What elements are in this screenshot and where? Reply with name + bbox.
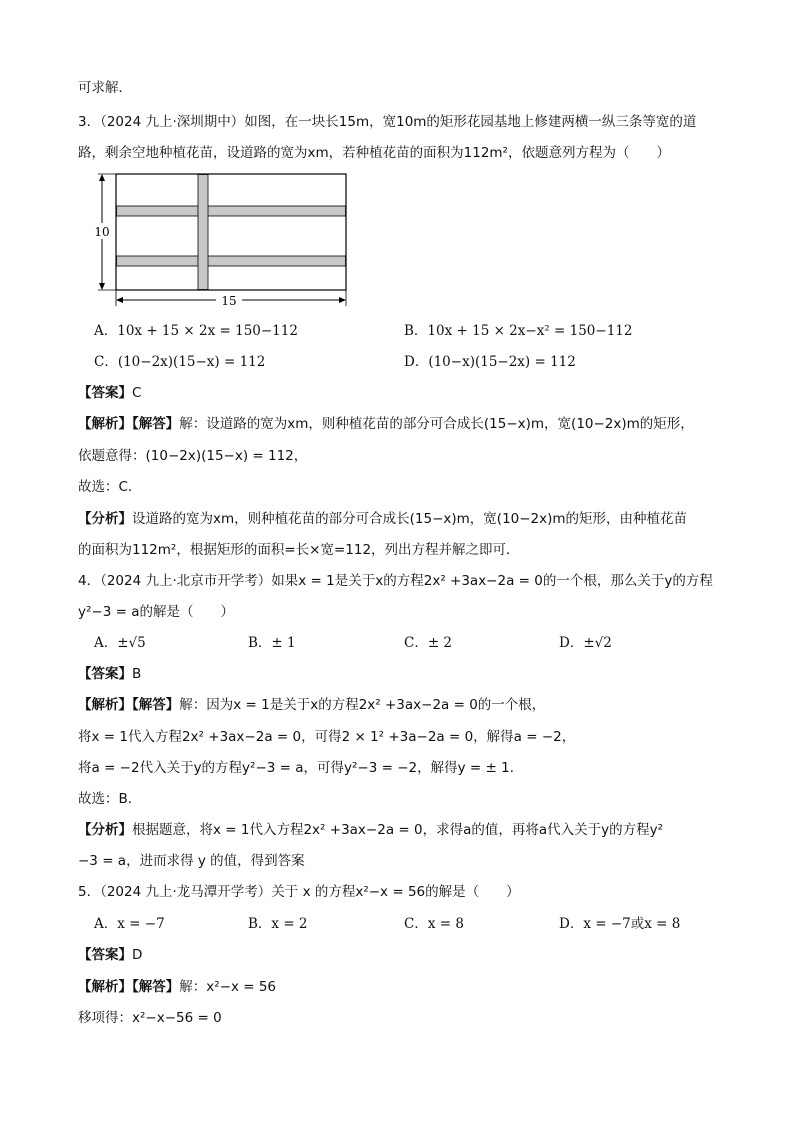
- q4-solution-line3: 将a = −2代入关于y的方程y²−3 = a，可得y²−3 = −2，解得y = ± 1．: [78, 760, 524, 776]
- q4-option-b: B．± 1: [248, 635, 296, 651]
- q4-option-c: C．± 2: [404, 635, 453, 651]
- q4-solution-line4: 故选：B．: [78, 791, 142, 807]
- q4-analysis-line2: −3 = a，进而求得 y 的值，得到答案: [78, 853, 305, 869]
- analysis-text: 设道路的宽为xm，则种植花苗的部分可合成长(15−x)m，宽(10−2x)m的矩形，由种植花苗: [132, 511, 688, 527]
- width-label: 15: [221, 294, 237, 308]
- question-4-stem-cont: y²−3 = a的解是（ ）: [78, 604, 234, 620]
- garden-figure: [90, 168, 360, 308]
- analysis-tag: 【分析】: [78, 511, 132, 527]
- question-3-stem: 3．（2024 九上·深圳期中）如图，在一块长15m，宽10m的矩形花园基地上修建两横一纵三条等宽的道: [78, 114, 697, 130]
- answer-value: D: [132, 947, 143, 963]
- answer-tag: 【答案】: [78, 385, 132, 401]
- road-cross-1: [199, 207, 208, 216]
- road-cross-2: [199, 257, 208, 266]
- q5-option-b: B．x = 2: [248, 916, 308, 932]
- q3-option-a: A．10x + 15 × 2x = 150−112: [94, 323, 298, 339]
- answer-value: B: [132, 666, 142, 682]
- q3-option-d: D．(10−x)(15−2x) = 112: [404, 354, 576, 370]
- question-5-stem: 5．（2024 九上·龙马潭开学考）关于 x 的方程x²−x = 56的解是（ ）: [78, 884, 520, 900]
- height-arrow-top: [99, 174, 105, 181]
- q4-option-a: A．±√5: [94, 635, 146, 651]
- q3-solution-line3: 故选：C．: [78, 479, 142, 495]
- q3-analysis-line2: 的面积为112m²，根据矩形的面积=长×宽=112，列出方程并解之即可．: [78, 542, 520, 558]
- height-arrow-bottom: [99, 283, 105, 290]
- q5-option-d: D．x = −7或x = 8: [559, 916, 681, 932]
- q5-option-c: C．x = 8: [404, 916, 464, 932]
- width-arrow-right: [339, 297, 346, 303]
- q3-option-b: B．10x + 15 × 2x−x² = 150−112: [404, 323, 633, 339]
- q4-solution-line2: 将x = 1代入方程2x² +3ax−2a = 0，可得2 × 1² +3a−2a = 0，解得a = −2，: [78, 729, 576, 745]
- width-arrow-left: [116, 297, 123, 303]
- q5-answer: [78, 945, 142, 965]
- q4-option-d: D．±√2: [559, 635, 612, 651]
- garden-rect: [116, 174, 346, 290]
- text-line: 可求解．: [78, 80, 132, 96]
- answer-value: C: [132, 385, 142, 401]
- q3-answer: [78, 383, 141, 403]
- question-4-stem: 4．（2024 九上·北京市开学考）如果x = 1是关于x的方程2x² +3ax−2a = 0的一个根，那么关于y的方程: [78, 573, 713, 589]
- solution-text: 解：因为x = 1是关于x的方程2x² +3ax−2a = 0的一个根，: [179, 697, 546, 713]
- road-horizontal-2: [117, 256, 346, 266]
- solution-tag: 【解析】【解答】: [78, 416, 180, 432]
- q5-option-a: A．x = −7: [94, 916, 165, 932]
- q4-solution: [78, 695, 545, 715]
- analysis-tag: 【分析】: [78, 822, 132, 838]
- q4-analysis: [78, 820, 663, 840]
- solution-text: 解：设道路的宽为xm，则种植花苗的部分可合成长(15−x)m，宽(10−2x)m的矩形，: [179, 416, 694, 432]
- height-label: 10: [94, 225, 110, 239]
- q5-solution-line2: 移项得：x²−x−56 = 0: [78, 1010, 222, 1026]
- q5-solution: [78, 977, 276, 997]
- question-3-stem-cont: 路，剩余空地种植花苗，设道路的宽为xm，若种植花苗的面积为112m²，依题意列方程为（ ）: [78, 145, 670, 161]
- road-vertical: [198, 175, 208, 290]
- solution-tag: 【解析】【解答】: [78, 697, 180, 713]
- q4-answer: [78, 664, 141, 684]
- q3-solution-line2: 依题意得：(10−2x)(15−x) = 112，: [78, 448, 308, 464]
- answer-tag: 【答案】: [78, 947, 132, 963]
- road-horizontal-1: [117, 206, 346, 216]
- q3-option-c: C．(10−2x)(15−x) = 112: [94, 354, 266, 370]
- q3-analysis: [78, 509, 687, 529]
- solution-tag: 【解析】【解答】: [78, 979, 180, 995]
- solution-text: 解：x²−x = 56: [179, 979, 277, 995]
- answer-tag: 【答案】: [78, 666, 132, 682]
- q3-solution: [78, 414, 694, 434]
- analysis-text: 根据题意，将x = 1代入方程2x² +3ax−2a = 0，求得a的值，再将a代入关于y的方程y²: [132, 822, 664, 838]
